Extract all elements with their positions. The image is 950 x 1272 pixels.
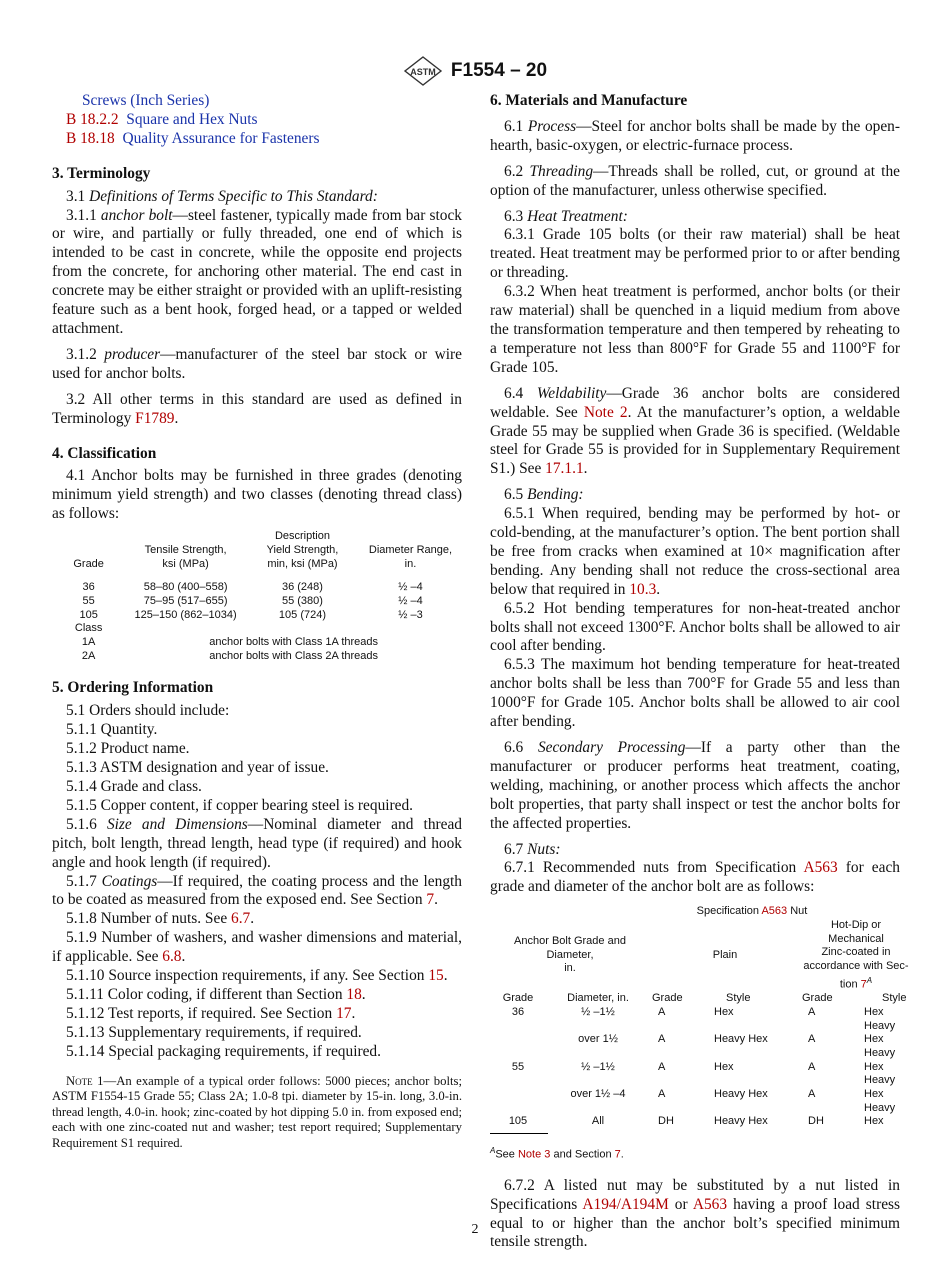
list-item: 5.1.1 Quantity. [66,721,158,739]
paragraph-5-1: 5.1 Orders should include: [66,702,230,720]
footnote-divider [490,1133,548,1134]
link-section-7[interactable]: 7 [614,1148,621,1161]
link-f1789[interactable]: F1789 [135,409,175,427]
paragraph-6-6: 6.6 Secondary Processing—If a party other than the manufacturer or producer performs heat treatment, coating, welding, machining, or another process which affects the anchor bolt properties, that party shall inspect or test the anchor bolts for the affected properties. [490,739,900,832]
table-row: 1A anchor bolts with Class 1A threads [81,636,379,649]
list-item: 5.1.11 Color coding, if different than Section 18. [66,985,366,1003]
paragraph-6-5: 6.5 Bending: [504,486,584,504]
list-item: 5.1.4 Grade and class. [66,777,202,795]
paragraph-6-7: 6.7 Nuts: [504,840,561,858]
list-item: 5.1.2 Product name. [66,740,190,758]
link-6-7[interactable]: 6.7 [231,910,251,928]
link-a563[interactable]: A563 [692,1195,728,1213]
page-number: 2 [471,1222,479,1237]
paragraph-6-3-1: 6.3.1 Grade 105 bolts (or their raw material) shall be heat treated. Heat treatment may be performed prior to or after bending or threading. [490,226,900,282]
section-heading-classification: 4. Classification [52,444,157,462]
section-heading-materials: 6. Materials and Manufacture [490,92,688,109]
paragraph-6-3: 6.3 Heat Treatment: [504,207,628,225]
reference-code[interactable]: B 18.2.2 [66,110,119,128]
table-row: over 1½ –4 A Heavy Hex A Heavy Hex [570,1074,896,1101]
paragraph-4-1: 4.1 Anchor bolts may be furnished in three grades (denoting minimum yield strength) and two classes (denoting thread class) as follows: [52,467,462,523]
left-column [52,92,462,1164]
list-item: 5.1.14 Special packaging requirements, if required. [66,1042,381,1060]
link-section-17[interactable]: 17 [336,1004,352,1022]
link-note-3[interactable]: Note 3 [517,1148,551,1161]
link-section-15[interactable]: 15 [428,967,444,985]
table-row: 2A anchor bolts with Class 2A threads [81,649,379,662]
link-a563[interactable]: A563 [803,859,838,877]
grades-table: Description Grade Tensile Strength, ksi (MPa) Yield Strength, min, ksi (MPa) Diameter Range, in. 36 58–80 (400–558) 36 (248) ½ –4 55 75–95 (517–655) 55 (380) ½ –4 105 125–150 (862–1034) 105 (724) ½ –3 Class 1A anchor bolts with Class 1A threads 2A anchor bolts with Class 2A threads [52,530,462,663]
list-item: 5.1.10 Source inspection requirements, if any. See Section 15. [66,967,448,985]
paragraph-3-1-1: 3.1.1 anchor bolt—steel fastener, typically made from bar stock or wire, and partially or fully threaded, one end of which is intended to be cast in concrete, while the opposite end projects from the concrete, for anchoring other material. The end cast in concrete may be either straight or provided with an uplift-resisting feature such as a bent hook, forged head, or a tapped or welded attachment. [52,206,462,337]
list-item: 5.1.5 Copper content, if copper bearing steel is required. [66,796,414,814]
reference-item [52,130,462,149]
reference-item [52,92,462,111]
list-item: 5.1.12 Test reports, if required. See Section 17. [66,1004,356,1022]
paragraph-6-1: 6.1 Process—Steel for anchor bolts shall be made by the open-hearth, basic-oxygen, or electric-furnace process. [490,117,900,154]
table-row: 36 ½ –1½ A Hex A Hex [511,1005,884,1018]
link-section-7[interactable]: 7 [426,891,435,909]
table-row: over 1½ A Heavy Hex A Heavy Hex [578,1019,896,1046]
paragraph-6-5-1: 6.5.1 When required, bending may be performed by hot- or cold-bending, at the manufacturer’s option. The bent portion shall be free from cracks when examined at 10× magnification after bending. Any bending shall not reduce the cross-sectional area below that required in 10.3. [490,505,900,598]
paragraph-3-2: 3.2 All other terms in this standard are used as defined in Terminology F1789. [52,390,462,427]
link-note-2[interactable]: Note 2 [583,403,628,421]
note-1: Note 1—An example of a typical order follows: 5000 pieces; anchor bolts; ASTM F1554-15 Grade 55; Class 2A; 1.0-8 tpi. diameter by 15-in. long, 3.0-in. thread length, 4.0-in. hook; zinc-coated by hot dipping 5.0 in. from exposed end; each with one zinc-coated nut and washer; test report required; Supplementary Requirement S1 required. [52,1073,462,1150]
document-designation: F1554 – 20 [450,60,548,81]
astm-logo-icon [403,56,443,86]
table-row: Class [74,622,103,635]
list-item: 5.1.9 Number of washers, and washer dimensions and material, if applicable. See 6.8. [52,929,462,966]
table-row: 105 125–150 (862–1034) 105 (724) ½ –3 [79,608,423,621]
paragraph-6-5-3: 6.5.3 The maximum hot bending temperature for heat-treated anchor bolts shall be less than 700°F for Grade 55 and less than 1000°F for Grade 105. Anchor bolts shall be allowed to air cool after bending. [490,656,900,731]
reference-title[interactable]: Square and Hex Nuts [126,110,258,128]
svg-text:ASTM: ASTM [410,67,436,77]
reference-title[interactable]: Screws (Inch Series) [82,92,210,109]
table-footnote: $^A$See Note 3 and Section 7. [490,1146,624,1161]
list-item: 5.1.6 Size and Dimensions—Nominal diameter and thread pitch, bolt length, thread length, head type (if required) and hook angle and hook length (if required). [52,815,462,871]
table-row: 36 58–80 (400–558) 36 (248) ½ –4 [82,581,423,594]
paragraph-6-3-2: 6.3.2 When heat treatment is performed, anchor bolts (or their raw material) shall be quenched in a liquid medium from above the transformation temperature and then tempered by reheating to a temperature not less than 800°F for Grade 55 and 1100°F for Grade 105. [490,283,900,376]
paragraph-3-1: 3.1 Definitions of Terms Specific to This Standard: [66,187,378,205]
section-heading-terminology: 3. Terminology [52,164,151,182]
col-header-grade: Grade [73,557,104,570]
nuts-table: Specification A563 Nut Anchor Bolt Grade and Diameter, in. Plain Hot-Dip or Mechanical Zinc-coated in accordance with Sec- tion $7^A$ Grade Diameter, in. Grade Style Grade Style 36 ½ –1½ A Hex A Hex over 1½ A Heavy Hex A Heavy Hex 55 ½ –1½ A Hex A Heavy Hex over 1½ –4 A Heavy Hex A Heavy Hex 105 All DH Heavy Hex DH Heavy Hex [490,905,912,1129]
link-a563[interactable]: A563 [761,905,788,918]
table-row: 55 ½ –1½ A Hex A Heavy Hex [511,1046,896,1073]
paragraph-6-4: 6.4 Weldability—Grade 36 anchor bolts are considered weldable. See Note 2. At the manufacturer’s option, a weldable Grade 55 may be supplied when Grade 36 is specified. (Weldable steel for Grade 55 is provided for in Supplementary Requirement S1.) See 17.1.1. [490,384,900,478]
reference-item [52,111,462,130]
list-item: 5.1.8 Number of nuts. See 6.7. [66,910,255,928]
table-row: 105 All DH Heavy Hex DH Heavy Hex [508,1101,896,1128]
paragraph-6-2: 6.2 Threading—Threads shall be rolled, cut, or ground at the option of the manufacturer, unless otherwise specified. [490,162,900,199]
link-6-8[interactable]: 6.8 [162,948,182,966]
list-item: 5.1.3 ASTM designation and year of issue. [66,759,329,777]
page-header [0,56,950,86]
list-item: 5.1.13 Supplementary requirements, if required. [66,1023,362,1041]
reference-code[interactable]: B 18.18 [66,129,115,147]
paragraph-6-7-1: 6.7.1 Recommended nuts from Specification A563 for each grade and diameter of the anchor bolt are as follows: [490,859,900,896]
paragraph-6-7-2: 6.7.2 A listed nut may be substituted by a nut listed in Specifications A194/A194M or A563 having a proof load stress equal to or higher than the anchor bolt’s specified minimum tensile strength. [490,1176,901,1251]
paragraph-3-1-2: 3.1.2 producer—manufacturer of the steel bar stock or wire used for anchor bolts. [52,345,462,382]
link-section-7[interactable]: 7 [860,978,867,991]
list-item: 5.1.7 Coatings—If required, the coating process and the length to be coated as measured from the exposed end. See Section 7. [52,872,462,909]
right-column [490,92,909,1252]
link-17-1-1[interactable]: 17.1.1 [545,460,584,478]
link-a194[interactable]: A194/A194M [582,1195,669,1213]
table-row: 55 75–95 (517–655) 55 (380) ½ –4 [82,594,423,607]
paragraph-6-5-2: 6.5.2 Hot bending temperatures for non-heat-treated anchor bolts shall not exceed 1300°F. Anchor bolts shall be allowed to air cool after bending. [490,599,900,655]
reference-title[interactable]: Quality Assurance for Fasteners [122,129,320,147]
link-10-3[interactable]: 10.3 [629,580,657,598]
link-section-18[interactable]: 18 [346,985,362,1003]
section-heading-ordering: 5. Ordering Information [52,679,214,697]
